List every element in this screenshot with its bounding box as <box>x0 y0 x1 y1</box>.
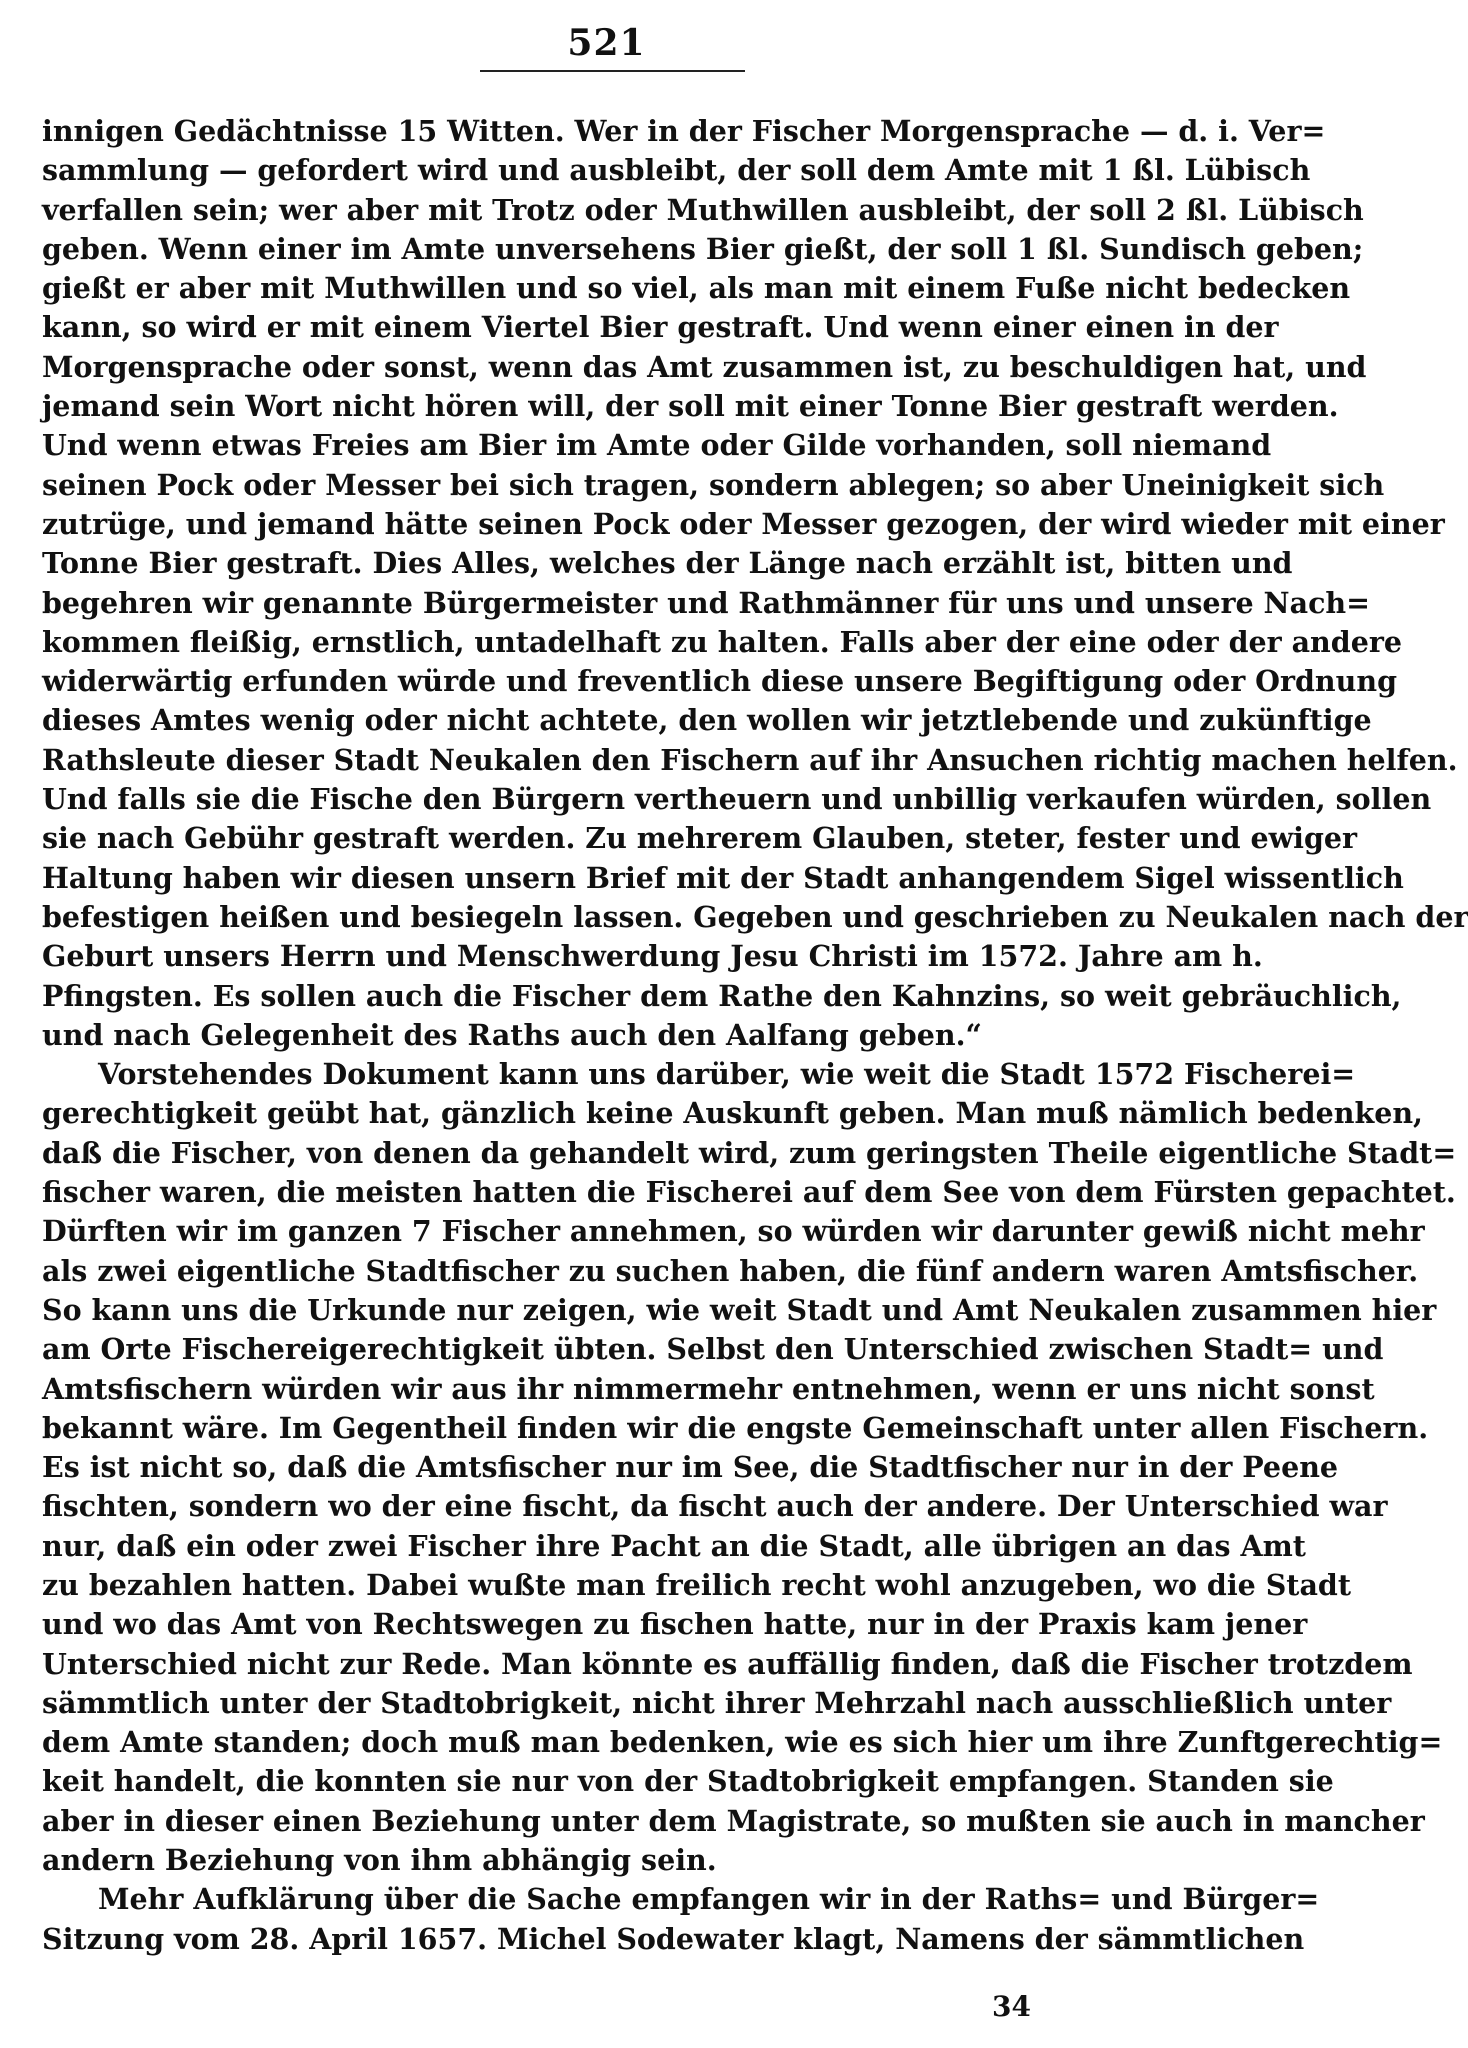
text-line: sie nach Gebühr gestraft werden. Zu mehrerem Glauben, steter, fester und ewiger <box>42 821 1358 856</box>
text-line: So kann uns die Urkunde nur zeigen, wie weit Stadt und Amt Neukalen zusammen hier <box>42 1292 1437 1327</box>
text-line: Es ist nicht so, daß die Amtsfischer nur im See, die Stadtfischer nur in der Peene <box>42 1450 1339 1485</box>
page-number: 521 <box>567 22 646 64</box>
text-line: verfallen sein; wer aber mit Trotz oder Muthwillen ausbleibt, der soll 2 ßl. Lübisch <box>42 192 1364 227</box>
text-line: Sitzung vom 28. April 1657. Michel Sodewater klagt, Namens der sämmtlichen <box>42 1921 1305 1956</box>
text-line: dieses Amtes wenig oder nicht achtete, den wollen wir jetztlebende und zukünftige <box>42 703 1372 738</box>
text-line: kommen fleißig, ernstlich, untadelhaft zu halten. Falls aber der eine oder der andere <box>42 624 1402 659</box>
text-line: Dürften wir im ganzen 7 Fischer annehmen, so würden wir darunter gewiß nicht mehr <box>42 1214 1425 1249</box>
text-line: bekannt wäre. Im Gegentheil finden wir die engste Gemeinschaft unter allen Fischern. <box>42 1410 1429 1445</box>
signature-mark: 34 <box>992 1990 1031 2023</box>
text-line: Und wenn etwas Freies am Bier im Amte oder Gilde vorhanden, soll niemand <box>42 428 1272 463</box>
text-line: dem Amte standen; doch muß man bedenken, wie es sich hier um ihre Zunftgerechtig= <box>42 1725 1443 1760</box>
text-line: befestigen heißen und besiegeln lassen. Gegeben und geschrieben zu Neukalen nach der <box>42 899 1468 934</box>
text-line: Unterschied nicht zur Rede. Man könnte es auffällig finden, daß die Fischer trotzdem <box>42 1646 1413 1681</box>
text-line: Amtsfischern würden wir aus ihr nimmermehr entnehmen, wenn er uns nicht sonst <box>42 1371 1375 1406</box>
text-line: fischten, sondern wo der eine fischt, da fischt auch der andere. Der Unterschied war <box>42 1489 1388 1524</box>
text-line: Rathsleute dieser Stadt Neukalen den Fischern auf ihr Ansuchen richtig machen helfen. <box>42 742 1458 777</box>
text-line: sammlung — gefordert wird und ausbleibt, der soll dem Amte mit 1 ßl. Lübisch <box>42 153 1311 188</box>
text-line: begehren wir genannte Bürgermeister und Rathmänner für uns und unsere Nach= <box>42 585 1371 620</box>
text-line: Morgensprache oder sonst, wenn das Amt zusammen ist, zu beschuldigen hat, und <box>42 349 1367 384</box>
text-line: am Orte Fischereigerechtigkeit übten. Selbst den Unterschied zwischen Stadt= und <box>42 1332 1384 1367</box>
text-line: zutrüge, und jemand hätte seinen Pock oder Messer gezogen, der wird wieder mit einer <box>42 506 1445 541</box>
text-line: nur, daß ein oder zwei Fischer ihre Pacht an die Stadt, alle übrigen an das Amt <box>42 1528 1306 1563</box>
text-line: jemand sein Wort nicht hören will, der soll mit einer Tonne Bier gestraft werden. <box>42 389 1339 424</box>
text-line: zu bezahlen hatten. Dabei wußte man freilich recht wohl anzugeben, wo die Stadt <box>42 1567 1352 1602</box>
text-line: daß die Fischer, von denen da gehandelt wird, zum geringsten Theile eigentliche Stadt= <box>42 1135 1457 1170</box>
text-line: andern Beziehung von ihm abhängig sein. <box>42 1843 717 1878</box>
text-line: und wo das Amt von Rechtswegen zu fischen hatte, nur in der Praxis kam jener <box>42 1607 1308 1642</box>
text-line: Vorstehendes Dokument kann uns darüber, wie weit die Stadt 1572 Fischerei= <box>98 1057 1356 1092</box>
text-line: aber in dieser einen Beziehung unter dem Magistrate, so mußten sie auch in mancher <box>42 1803 1425 1838</box>
text-line: innigen Gedächtnisse 15 Witten. Wer in der Fischer Morgensprache — d. i. Ver= <box>42 114 1326 148</box>
body-text <box>42 112 1468 1959</box>
text-line: Pfingsten. Es sollen auch die Fischer dem Rathe den Kahnzins, so weit gebräuchlich, <box>42 978 1402 1013</box>
text-line: Mehr Aufklärung über die Sache empfangen wir in der Raths= und Bürger= <box>98 1882 1320 1917</box>
text-line: Und falls sie die Fische den Bürgern vertheuern und unbillig verkaufen würden, sollen <box>42 782 1432 817</box>
text-line: widerwärtig erfunden würde und freventlich diese unsere Begiftigung oder Ordnung <box>42 664 1398 699</box>
text-line: gerechtigkeit geübt hat, gänzlich keine Auskunft geben. Man muß nämlich bedenken, <box>42 1096 1423 1131</box>
text-line: Geburt unsers Herrn und Menschwerdung Jesu Christi im 1572. Jahre am h. <box>42 939 1263 974</box>
text-line: keit handelt, die konnten sie nur von der Stadtobrigkeit empfangen. Standen sie <box>42 1764 1334 1799</box>
text-line: kann, so wird er mit einem Viertel Bier gestraft. Und wenn einer einen in der <box>42 310 1279 345</box>
text-line: und nach Gelegenheit des Raths auch den Aalfang geben.“ <box>42 1017 982 1052</box>
text-line: gießt er aber mit Muthwillen und so viel, als man mit einem Fuße nicht bedecken <box>42 271 1351 306</box>
text-line: sämmtlich unter der Stadtobrigkeit, nicht ihrer Mehrzahl nach ausschließlich unter <box>42 1685 1392 1720</box>
text-line: fischer waren, die meisten hatten die Fischerei auf dem See von dem Fürsten gepachtet. <box>42 1175 1456 1210</box>
text-line: Haltung haben wir diesen unsern Brief mit der Stadt anhangendem Sigel wissentlich <box>42 860 1404 895</box>
text-line: geben. Wenn einer im Amte unversehens Bier gießt, der soll 1 ßl. Sundisch geben; <box>42 231 1364 266</box>
text-line: als zwei eigentliche Stadtfischer zu suchen haben, die fünf andern waren Amtsfischer. <box>42 1253 1419 1288</box>
header-rule <box>480 70 745 72</box>
text-line: Tonne Bier gestraft. Dies Alles, welches der Länge nach erzählt ist, bitten und <box>42 546 1293 581</box>
text-line: seinen Pock oder Messer bei sich tragen, sondern ablegen; so aber Uneinigkeit sich <box>42 467 1385 502</box>
